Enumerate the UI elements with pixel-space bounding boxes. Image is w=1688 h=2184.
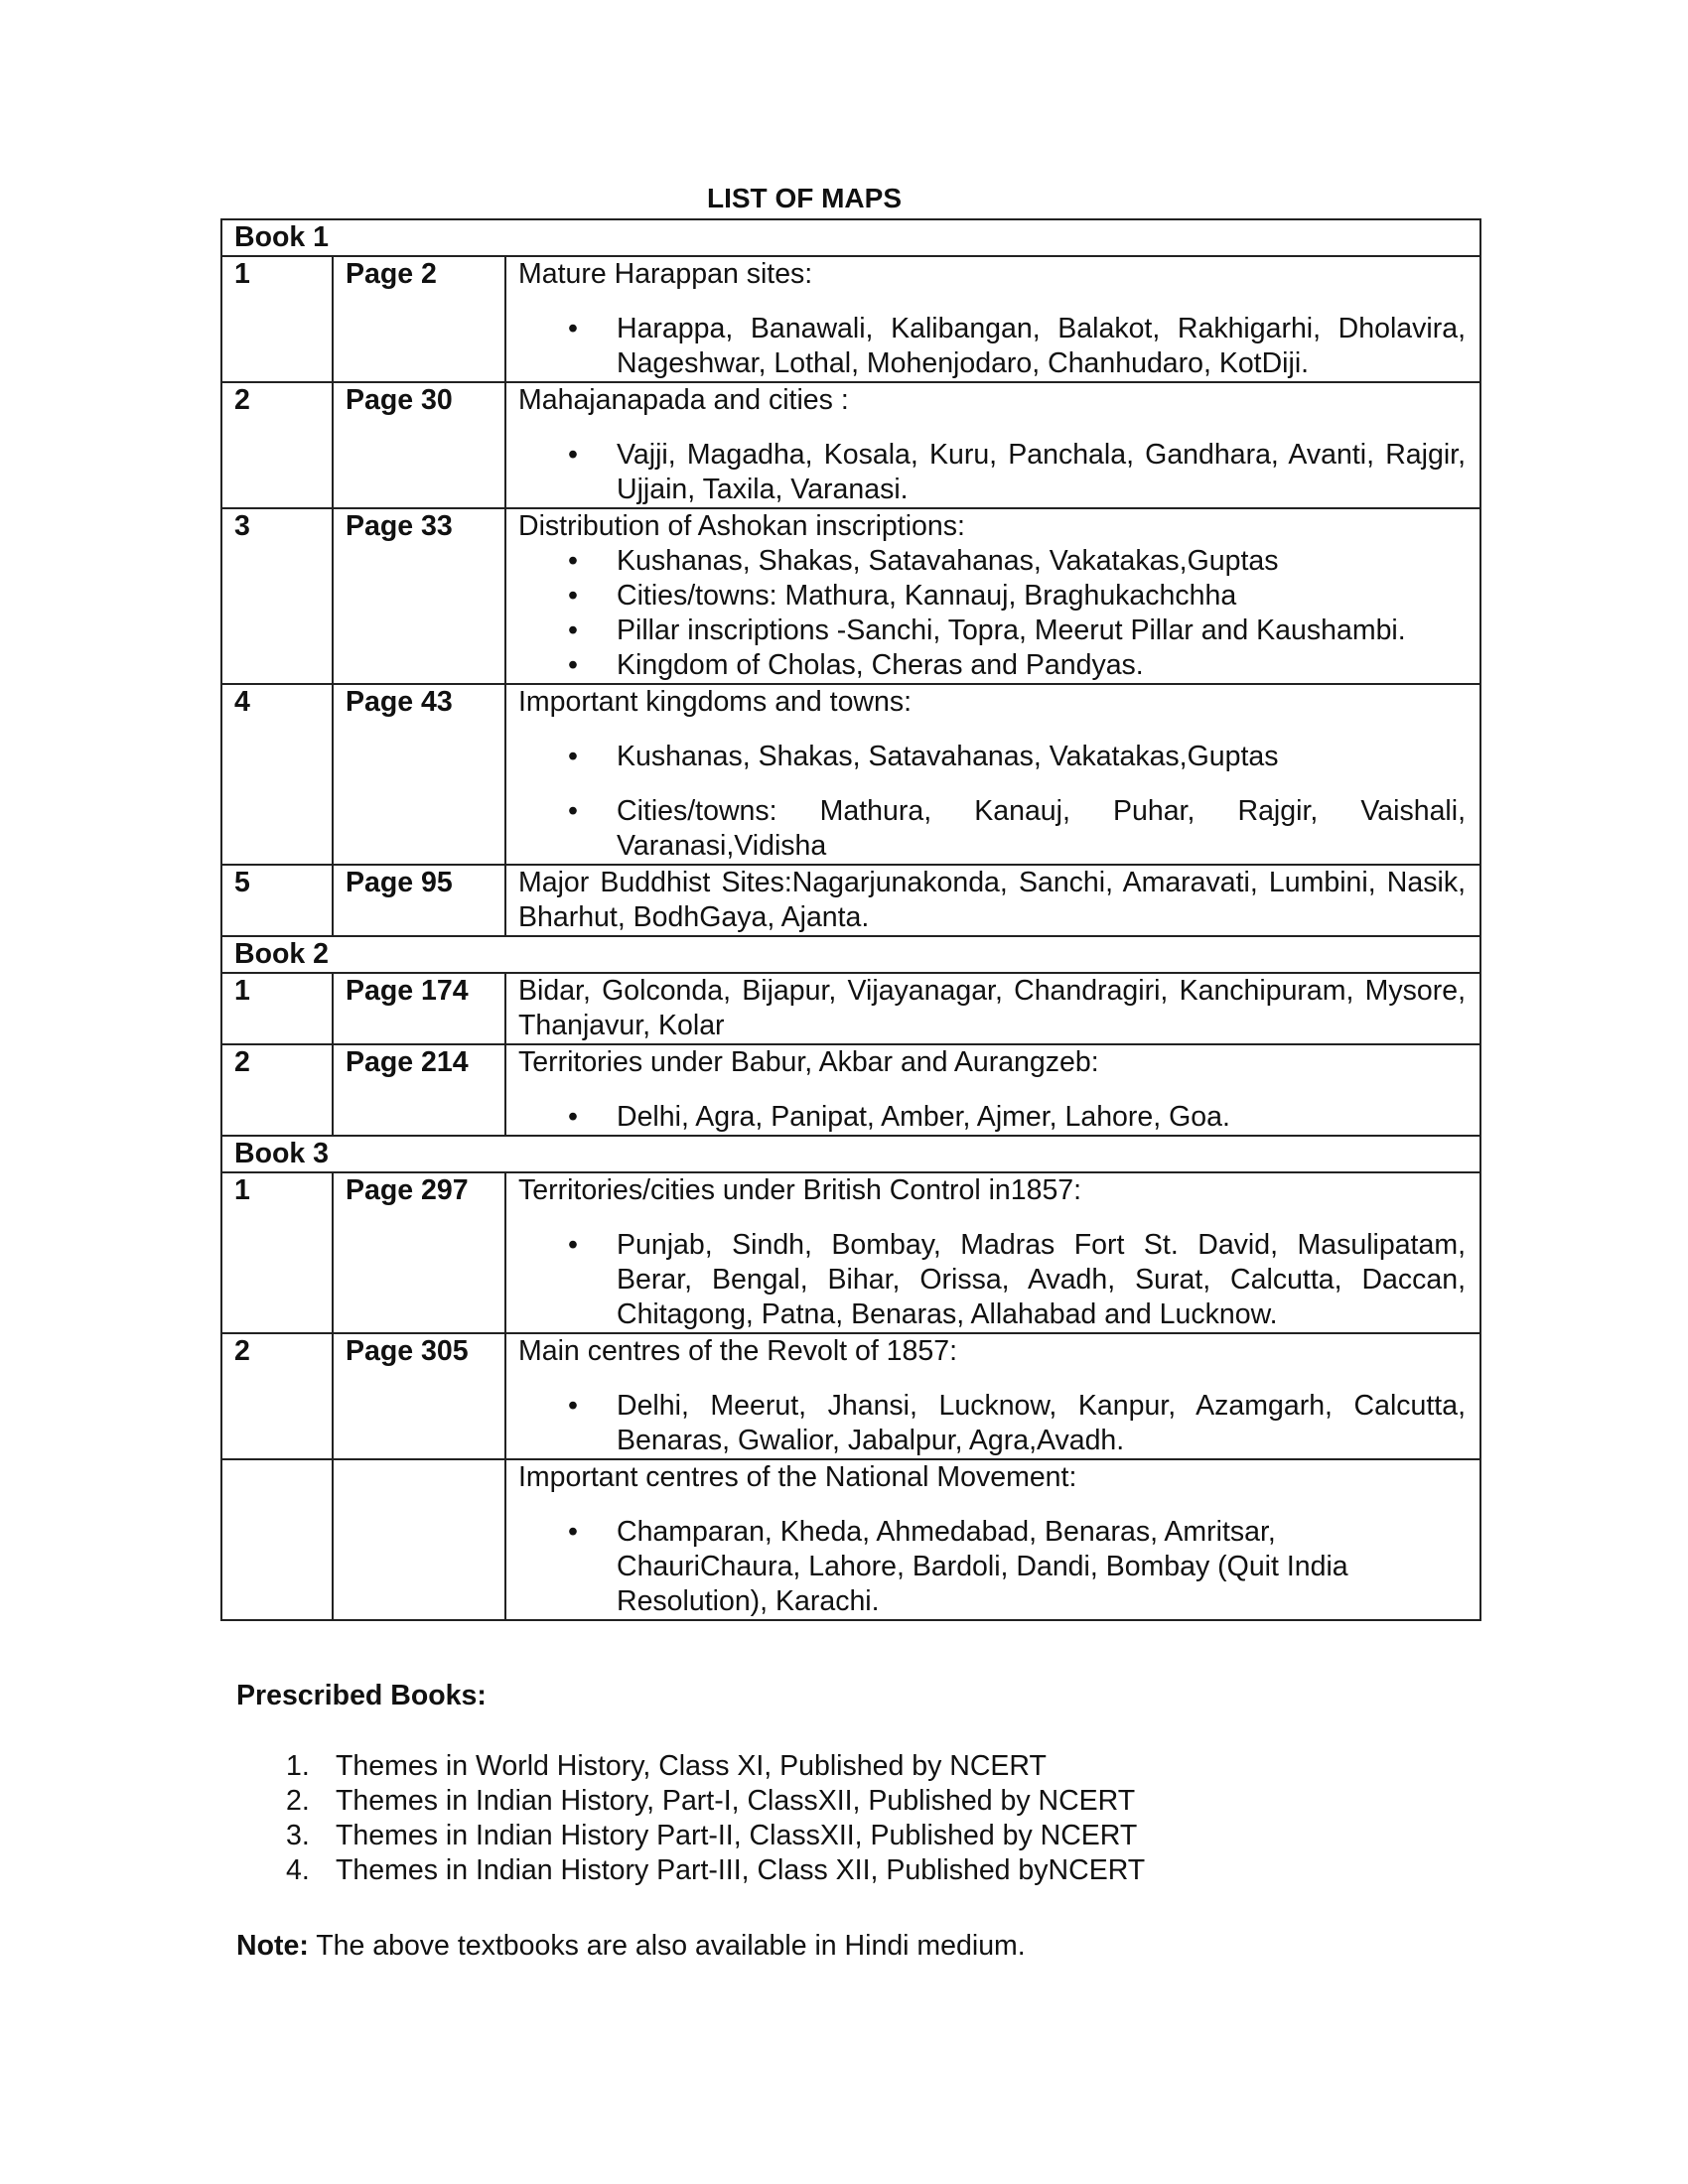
map-number: 3 [221,508,333,684]
map-page-ref: Page 43 [333,684,505,865]
map-number: 4 [221,684,333,865]
map-page-ref: Page 30 [333,382,505,508]
book-header-row [221,1136,1480,1172]
map-description-heading: Important kingdoms and towns: [518,686,913,718]
map-description [505,973,1480,1044]
map-description-text: Bidar, Golconda, Bijapur, Vijayanagar, Chandragiri, Kanchipuram, Mysore, Thanjavur, Kolar [518,975,1466,1041]
prescribed-book-item [286,1784,1145,1819]
map-description-text: Major Buddhist Sites:Nagarjunakonda, Sanchi, Amaravati, Lumbini, Nasik, Bharhut, BodhGaya, Ajanta. [518,867,1466,933]
map-row [221,382,1480,508]
map-page-ref: Page 297 [333,1172,505,1333]
map-number: 5 [221,865,333,936]
prescribed-book-number: 1. [286,1750,310,1782]
map-description [505,865,1480,936]
prescribed-book-item [286,1749,1145,1784]
map-description [505,1172,1480,1333]
map-row [221,256,1480,382]
book-header-row [221,219,1480,256]
prescribed-books-list [286,1749,1145,1888]
map-bullet-item: • Kushanas, Shakas, Satavahanas, Vakatakas,Guptas [518,740,1466,774]
map-page-ref: Page 214 [333,1044,505,1136]
map-description [505,1333,1480,1459]
map-bullet-list [518,740,1466,864]
map-bullet-item: • Vajji, Magadha, Kosala, Kuru, Panchala, Gandhara, Avanti, Rajgir, Ujjain, Taxila, Varanasi. [518,438,1466,507]
map-row [221,1172,1480,1333]
map-bullet-item: • Champaran, Kheda, Ahmedabad, Benaras, Amritsar, ChauriChaura, Lahore, Bardoli, Dandi, Bombay (Quit India Resolution), Karachi. [518,1515,1466,1619]
map-bullet-item: • Delhi, Agra, Panipat, Amber, Ajmer, Lahore, Goa. [518,1100,1466,1135]
prescribed-book-title: Themes in World History, Class XI, Published by NCERT [336,1750,1047,1782]
map-bullet-list [518,1100,1466,1135]
note [236,1930,1026,1963]
map-bullet-item: • Cities/towns: Mathura, Kanauj, Puhar, Rajgir, Vaishali, Varanasi,Vidisha [518,794,1466,864]
map-page-ref: Page 2 [333,256,505,382]
prescribed-book-item [286,1819,1145,1853]
map-bullet-item: • Harappa, Banawali, Kalibangan, Balakot, Rakhigarhi, Dholavira, Nageshwar, Lothal, Mohenjodaro, Chanhudaro, KotDiji. [518,312,1466,381]
book-header-row [221,936,1480,973]
map-description-heading: Territories/cities under British Control in1857: [518,1174,1082,1206]
map-row [221,1459,1480,1620]
map-row [221,1044,1480,1136]
map-description [505,382,1480,508]
book-label: Book 2 [221,936,1480,973]
map-row [221,865,1480,936]
prescribed-book-item [286,1853,1145,1888]
map-description-heading: Mahajanapada and cities : [518,384,849,416]
map-page-ref: Page 33 [333,508,505,684]
map-page-ref: Page 174 [333,973,505,1044]
map-page-ref: Page 95 [333,865,505,936]
map-description [505,684,1480,865]
map-description [505,1044,1480,1136]
prescribed-book-number: 2. [286,1785,310,1817]
map-number [221,1459,333,1620]
map-bullet-list [518,312,1466,381]
map-row [221,1333,1480,1459]
map-number: 2 [221,1044,333,1136]
prescribed-books-heading: Prescribed Books: [236,1680,487,1711]
page-title: LIST OF MAPS [707,183,902,213]
map-bullet-item: • Pillar inscriptions -Sanchi, Topra, Meerut Pillar and Kaushambi. [518,614,1466,648]
map-bullet-item: • Delhi, Meerut, Jhansi, Lucknow, Kanpur, Azamgarh, Calcutta, Benaras, Gwalior, Jabalpur, Agra,Avadh. [518,1389,1466,1458]
map-number: 1 [221,1172,333,1333]
map-description-heading: Main centres of the Revolt of 1857: [518,1335,958,1367]
map-bullet-item: • Kushanas, Shakas, Satavahanas, Vakatakas,Guptas [518,544,1466,579]
map-bullet-item: • Punjab, Sindh, Bombay, Madras Fort St. David, Masulipatam, Berar, Bengal, Bihar, Orissa, Avadh, Surat, Calcutta, Daccan, Chitagong, Patna, Benaras, Allahabad and Lucknow. [518,1228,1466,1332]
prescribed-book-title: Themes in Indian History, Part-I, ClassXII, Published by NCERT [336,1785,1136,1817]
prescribed-book-number: 3. [286,1820,310,1851]
map-bullet-list [518,1515,1466,1619]
note-label: Note: [236,1930,309,1962]
map-row [221,973,1480,1044]
map-number: 1 [221,256,333,382]
prescribed-book-title: Themes in Indian History Part-III, Class XII, Published byNCERT [336,1854,1146,1886]
map-description [505,508,1480,684]
map-description-heading: Important centres of the National Movement: [518,1461,1077,1493]
map-page-ref [333,1459,505,1620]
prescribed-book-number: 4. [286,1854,310,1886]
map-bullet-list [518,1228,1466,1332]
map-bullet-item: • Cities/towns: Mathura, Kannauj, Braghukachchha [518,579,1466,614]
map-description-heading: Mature Harappan sites: [518,258,813,290]
map-description [505,256,1480,382]
note-text: The above textbooks are also available in Hindi medium. [308,1930,1026,1962]
map-bullet-list [518,544,1466,683]
map-row [221,508,1480,684]
book-label: Book 1 [221,219,1480,256]
map-number: 1 [221,973,333,1044]
map-number: 2 [221,1333,333,1459]
map-bullet-list [518,1389,1466,1458]
map-row [221,684,1480,865]
map-description-heading: Distribution of Ashokan inscriptions: [518,510,965,542]
book-label: Book 3 [221,1136,1480,1172]
map-page-ref: Page 305 [333,1333,505,1459]
map-bullet-list [518,438,1466,507]
map-number: 2 [221,382,333,508]
map-bullet-item: • Kingdom of Cholas, Cheras and Pandyas. [518,648,1466,683]
map-description [505,1459,1480,1620]
map-description-heading: Territories under Babur, Akbar and Aurangzeb: [518,1046,1099,1078]
maps-table [220,218,1481,1621]
prescribed-book-title: Themes in Indian History Part-II, ClassXII, Published by NCERT [336,1820,1138,1851]
